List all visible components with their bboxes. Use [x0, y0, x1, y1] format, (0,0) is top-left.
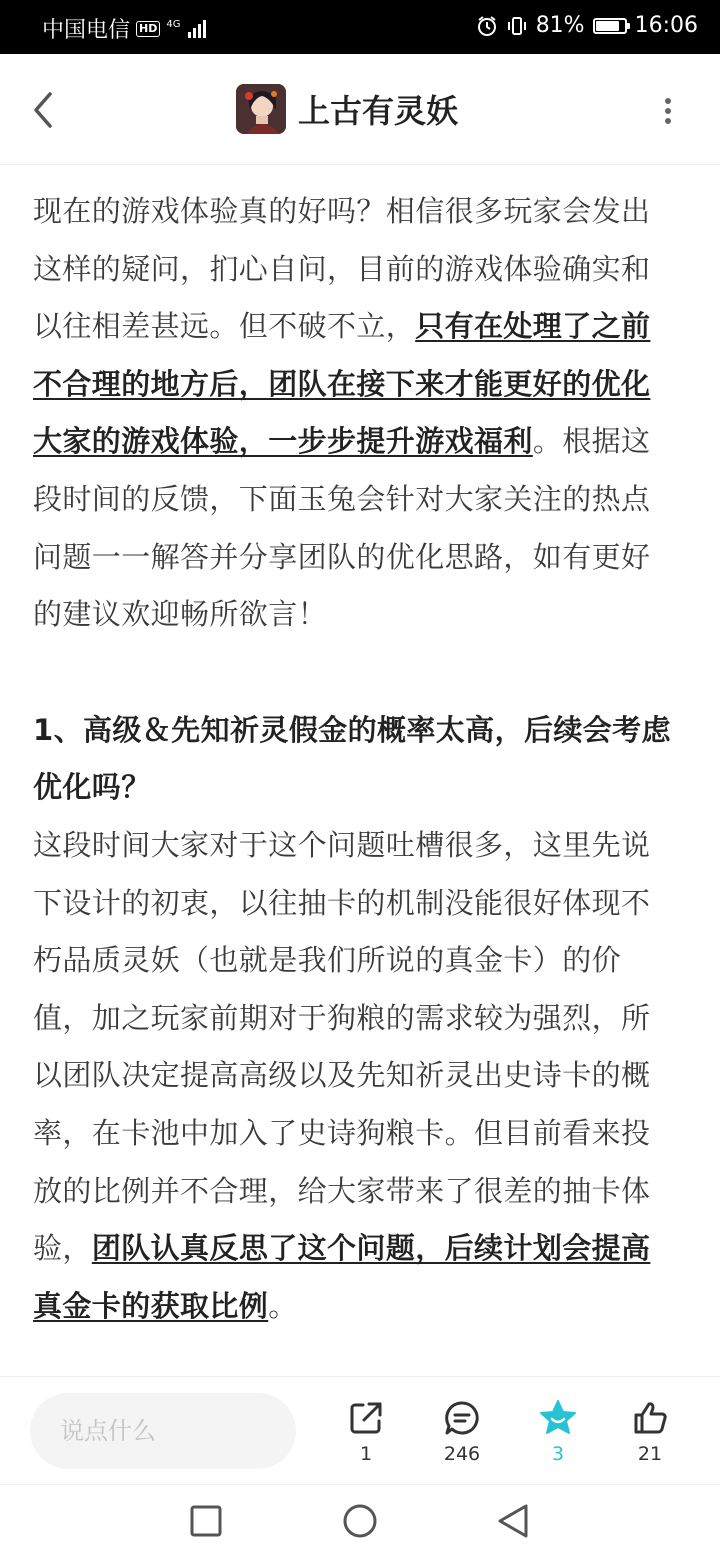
back-arrow-icon[interactable]: [28, 90, 58, 130]
answer-highlight: 团队认真反思了这个问题，后续计划会提高真金卡的获取比例: [33, 1231, 651, 1323]
like-count: 21: [637, 1443, 663, 1465]
status-bar: [0, 0, 720, 54]
star-icon: [538, 1399, 578, 1437]
system-nav-bar: [0, 1484, 720, 1561]
comment-input[interactable]: [30, 1393, 296, 1469]
recent-apps-icon[interactable]: [190, 1505, 222, 1537]
answer-text-2: 。: [268, 1288, 298, 1323]
clock: 16:06: [634, 13, 698, 38]
intro-text-2: 。根据这段时间的反馈，下面玉兔会针对大家关注的热点问题一一解答并分享团队的优化思路，如有更好的建议欢迎畅所欲言！: [33, 424, 651, 632]
comment-icon: [443, 1399, 481, 1437]
battery-icon: [593, 18, 627, 34]
favorite-count: 3: [551, 1443, 565, 1465]
game-logo-icon: [236, 84, 286, 134]
like-button[interactable]: [620, 1399, 680, 1465]
comment-count: 246: [443, 1443, 481, 1465]
home-icon[interactable]: [342, 1503, 378, 1539]
question-heading: 1、高级＆先知祈灵假金的概率太高，后续会考虑优化吗？: [33, 712, 671, 805]
battery-percent: 81%: [535, 13, 585, 38]
article-body: [33, 183, 678, 1335]
share-button[interactable]: [336, 1399, 396, 1465]
vibrate-icon: [506, 15, 528, 37]
answer-text-1: 这段时间大家对于这个问题吐槽很多，这里先说下设计的初衷，以往抽卡的机制没能很好体现不朽品质灵妖（也就是我们所说的真金卡）的价值，加之玩家前期对于狗粮的需求较为强烈，所以团队决定提高高级以及先知祈灵出史诗卡的概率，在卡池中加入了史诗狗粮卡。但目前看来投放的比例并不合理，给大家带来了很差的抽卡体验，: [33, 827, 651, 1266]
share-count: 1: [359, 1443, 373, 1465]
signal-icon: [188, 20, 206, 38]
network-label: 4G: [166, 18, 181, 30]
carrier-label: 中国电信: [42, 18, 131, 43]
action-bar: [0, 1376, 720, 1485]
paragraph-intro: [33, 183, 678, 644]
thumbs-up-icon: [631, 1399, 669, 1437]
hd-badge: HD: [136, 21, 160, 37]
status-left: [42, 13, 206, 44]
top-bar: [0, 54, 720, 165]
status-right: [476, 13, 698, 38]
page-title: 上古有灵妖: [298, 92, 459, 130]
favorite-button[interactable]: [528, 1399, 588, 1465]
more-options-icon[interactable]: [664, 98, 672, 124]
comment-button[interactable]: [432, 1399, 492, 1465]
back-triangle-icon[interactable]: [496, 1503, 530, 1539]
game-avatar[interactable]: [236, 84, 286, 134]
intro-text-1: 现在的游戏体验真的好吗？相信很多玩家会发出这样的疑问，扪心自问，目前的游戏体验确实和以往相差甚远。但不破不立，: [33, 194, 651, 344]
share-icon: [347, 1399, 385, 1437]
alarm-icon: [476, 15, 498, 37]
game-title-group[interactable]: [236, 84, 458, 134]
paragraph-answer: [33, 817, 678, 1335]
intro-highlight: 只有在处理了之前不合理的地方后，团队在接下来才能更好的优化大家的游戏体验，一步步提升游戏福利: [33, 309, 651, 459]
